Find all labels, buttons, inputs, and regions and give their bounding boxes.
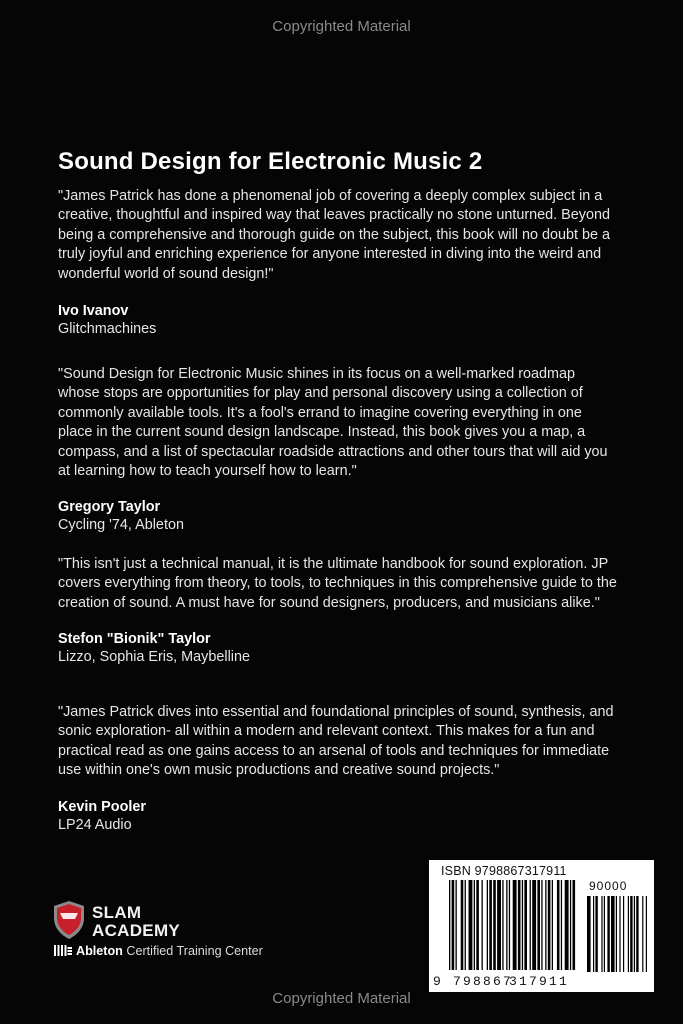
barcode-bar — [573, 880, 576, 970]
review-quote: "James Patrick dives into essential and foundational principles of sound, synthesis, and sonic exploration- all within a modern and relevant context. This makes for a fun and practical read as one gains access to an arsenal of tools and techniques for immediate use within one's own music productions and creative sound projects." — [58, 704, 614, 779]
barcode-bar — [452, 880, 455, 970]
review-author: Ivo Ivanov — [58, 303, 129, 320]
price-code: 90000 — [589, 879, 628, 893]
ableton-icon — [54, 945, 72, 956]
barcode-bar — [545, 880, 546, 970]
barcode-bar — [461, 880, 464, 970]
addon-bar — [642, 896, 643, 972]
review-affiliation: Cycling '74, Ableton — [58, 517, 184, 534]
addon-bar — [587, 896, 591, 972]
barcode-bar — [552, 880, 553, 970]
slam-academy-logo — [52, 900, 292, 970]
review-affiliation: Lizzo, Sophia Eris, Maybelline — [58, 649, 250, 666]
barcode-bar — [541, 880, 542, 970]
barcode-bar — [493, 880, 496, 970]
barcode-digit-lead: 9 — [433, 974, 441, 989]
barcode-bar — [489, 880, 492, 970]
addon-bar — [604, 896, 605, 972]
barcode-bar — [565, 880, 569, 970]
logo-line-2: ACADEMY — [92, 921, 181, 940]
watermark-bottom: Copyrighted Material — [272, 990, 411, 1007]
watermark-top: Copyrighted Material — [272, 18, 411, 35]
barcode-bar — [509, 880, 510, 970]
barcode-bar — [570, 880, 571, 970]
review-quote: "This isn't just a technical manual, it is the ultimate handbook for sound exploration. JP covers everything from theory, to tools, to techniques in this comprehensive guide to the creation of sound. A must have for sound designers, producers, and musicians alike." — [58, 556, 617, 611]
isbn-label: ISBN 9798867317911 — [441, 864, 567, 878]
barcode-digits-right: 317911 — [509, 974, 570, 989]
ableton-certification — [54, 944, 263, 958]
barcode-bar — [465, 880, 466, 970]
logo-line-1: SLAM — [92, 903, 142, 922]
review-2 — [58, 365, 618, 533]
barcode-bar — [532, 880, 536, 970]
addon-bar — [611, 896, 615, 972]
barcode-bar — [487, 880, 488, 970]
barcode-bar — [474, 880, 475, 970]
barcode-bar — [524, 880, 527, 970]
barcode-digits-left: 798867 — [453, 974, 514, 989]
barcode-bar — [469, 880, 473, 970]
barcode-bar — [497, 880, 501, 970]
review-author: Kevin Pooler — [58, 798, 146, 815]
barcode-bar — [518, 880, 521, 970]
review-4 — [58, 703, 618, 833]
review-affiliation: LP24 Audio — [58, 816, 132, 833]
review-3 — [58, 555, 618, 665]
isbn-barcode — [429, 860, 654, 992]
addon-bar — [619, 896, 620, 972]
addon-bar — [616, 896, 617, 972]
book-title: Sound Design for Electronic Music 2 — [58, 148, 483, 175]
addon-bar — [646, 896, 647, 972]
addon-bar — [593, 896, 594, 972]
barcode-bar — [482, 880, 483, 970]
logo-wordmark — [92, 904, 180, 940]
barcode-bar — [530, 880, 531, 970]
review-affiliation: Glitchmachines — [58, 321, 157, 338]
review-author: Gregory Taylor — [58, 499, 161, 516]
barcode-bar — [522, 880, 523, 970]
barcode-bars — [437, 880, 649, 976]
addon-bar — [634, 896, 635, 972]
review-1 — [58, 187, 618, 337]
addon-bar — [601, 896, 602, 972]
barcode-bar — [548, 880, 551, 970]
barcode-bar — [449, 880, 450, 970]
review-quote: "James Patrick has done a phenomenal job of covering a deeply complex subject in a creative, thoughtful and inspired way that leaves practically no stone unturned. Beyond being a comprehensive and thorough guide on the subject, this book will no doubt be a truly joyful and enriching experience for anyone interested in diving into the weird and wonderful world of sound design!" — [58, 188, 611, 282]
shield-icon — [52, 900, 86, 940]
barcode-bar — [456, 880, 457, 970]
addon-bar — [630, 896, 632, 972]
addon-bar — [607, 896, 609, 972]
addon-bar — [628, 896, 629, 972]
barcode-bar — [557, 880, 560, 970]
barcode-bar — [537, 880, 540, 970]
barcode-bar — [476, 880, 479, 970]
barcode-bar — [561, 880, 562, 970]
review-quote: "Sound Design for Electronic Music shines in its focus on a well-marked roadmap whose stops are opportunities for play and personal discovery using a collection of commonly available tools. It's a fool's errand to imagine covering everything in one place in the current sound design landscape. Instead, this book gives you a map, a compass, and a list of spectacular roadside attractions and other tours that will aid you at learning how to teach yourself how to learn." — [58, 366, 608, 480]
barcode-bar — [506, 880, 507, 970]
barcode-bar — [502, 880, 503, 970]
ableton-brand: Ableton — [76, 944, 123, 958]
certification-text: Certified Training Center — [126, 944, 263, 958]
barcode-bar — [513, 880, 517, 970]
addon-bar — [623, 896, 624, 972]
addon-bar — [636, 896, 638, 972]
addon-bar — [595, 896, 597, 972]
review-author: Stefon "Bionik" Taylor — [58, 631, 211, 648]
